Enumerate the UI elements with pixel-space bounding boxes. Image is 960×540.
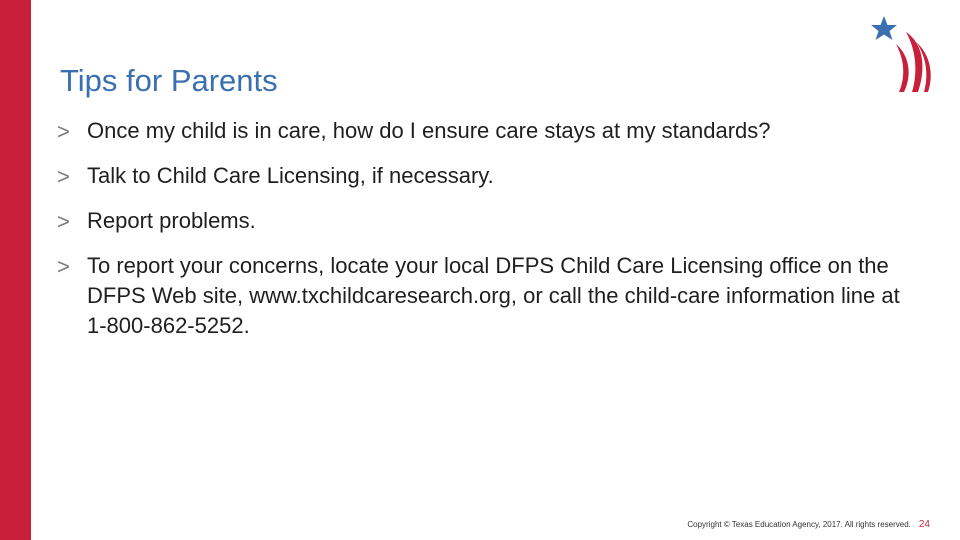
list-item [57,251,907,341]
bullet-text: Report problems. [87,208,256,233]
bullet-text: Once my child is in care, how do I ensure care stays at my standards? [87,118,771,143]
tea-logo-icon [866,14,936,94]
swoosh-icon [906,32,922,92]
bullet-list [57,116,907,356]
star-icon [871,16,897,40]
copyright-text: Copyright © Texas Education Agency, 2017. All rights reserved. [687,520,911,529]
swoosh-icon [896,44,909,92]
list-item [57,161,907,191]
list-item [57,116,907,146]
page-number: 24 [918,519,930,530]
bullet-text: To report your concerns, locate your local DFPS Child Care Licensing office on the DFPS Web site, www.txchildcaresearch.org, or call the child-care information line at 1-800-862-5252. [87,253,900,338]
chevron-right-icon: > [57,254,70,279]
chevron-right-icon: > [57,119,70,144]
slide-footer [687,519,930,530]
list-item [57,206,907,236]
left-accent-bar [0,0,31,540]
slide-title: Tips for Parents [60,63,278,98]
chevron-right-icon: > [57,209,70,234]
bullet-text: Talk to Child Care Licensing, if necessary. [87,163,494,188]
chevron-right-icon: > [57,164,70,189]
